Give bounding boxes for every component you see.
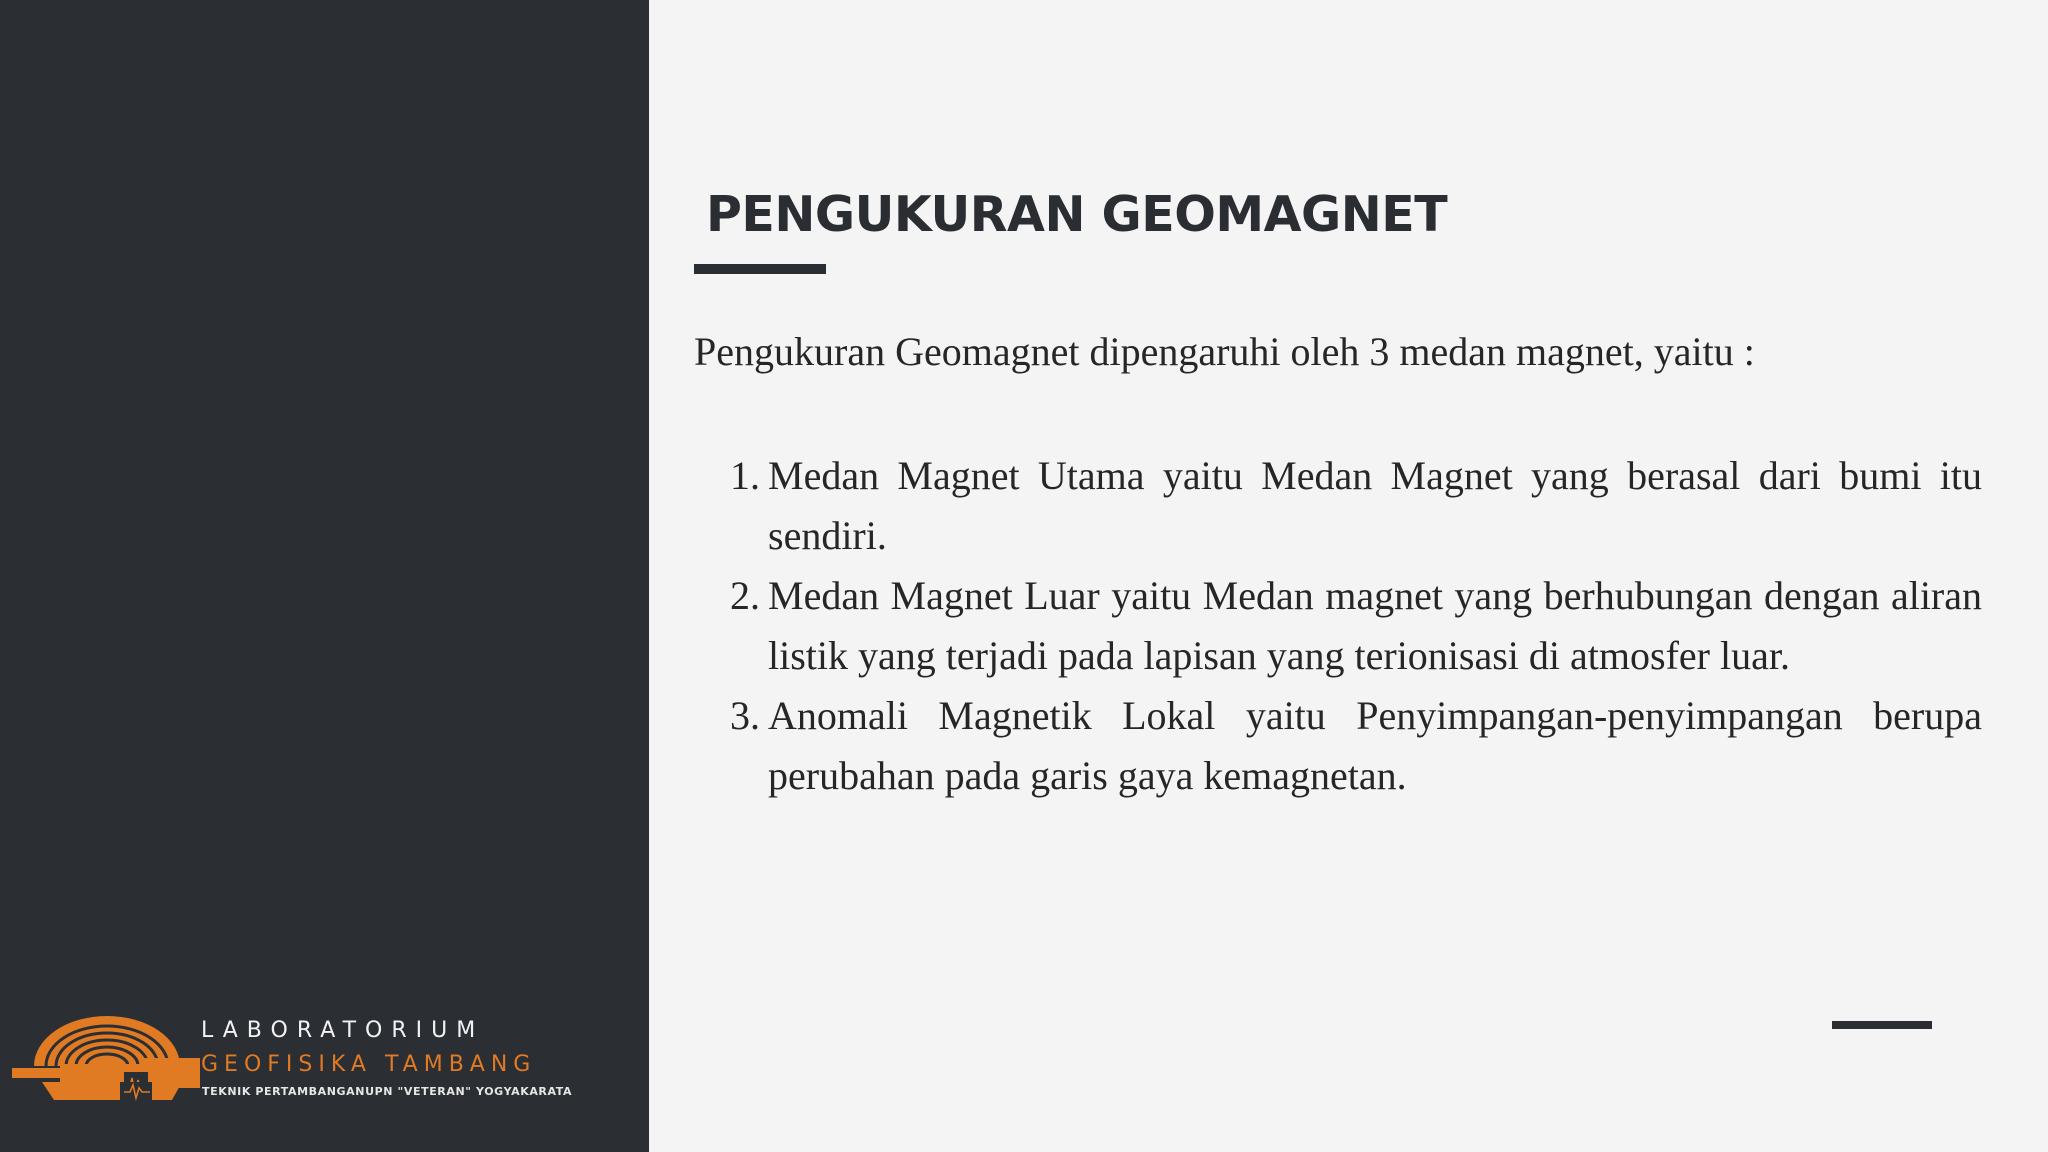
sidebar-panel xyxy=(0,0,649,1152)
title-underline xyxy=(694,264,826,274)
list-item-text: Anomali Magnetik Lokal yaitu Penyimpangan-penyimpangan berupa perubahan pada garis gaya kemagnetan. xyxy=(768,693,1982,798)
logo-line-institution: TEKNIK PERTAMBANGANUPN "VETERAN" YOGYAKARATA xyxy=(202,1085,573,1098)
list-item-number: 3. xyxy=(730,693,760,738)
list-item-text: Medan Magnet Luar yaitu Medan magnet yang berhubungan dengan aliran listik yang terjadi pada lapisan yang terionisasi di atmosfer luar. xyxy=(768,573,1982,678)
list-item-number: 2. xyxy=(730,573,760,618)
list-item-text: Medan Magnet Utama yaitu Medan Magnet yang berasal dari bumi itu sendiri. xyxy=(768,453,1982,558)
logo-line-laboratorium: LABORATORIUM xyxy=(201,1018,485,1043)
lab-logo-icon xyxy=(12,1008,202,1104)
list-item xyxy=(726,566,1982,686)
list-item xyxy=(726,686,1982,806)
list-item xyxy=(726,446,1982,566)
intro-text: Pengukuran Geomagnet dipengaruhi oleh 3 medan magnet, yaitu : xyxy=(694,329,1755,374)
list-item-number: 1. xyxy=(730,453,760,498)
numbered-list xyxy=(726,446,1982,806)
slide-title: PENGUKURAN GEOMAGNET xyxy=(706,186,1448,243)
logo-line-geofisika-tambang: GEOFISIKA TAMBANG xyxy=(201,1052,537,1077)
decorative-bar xyxy=(1832,1021,1932,1029)
